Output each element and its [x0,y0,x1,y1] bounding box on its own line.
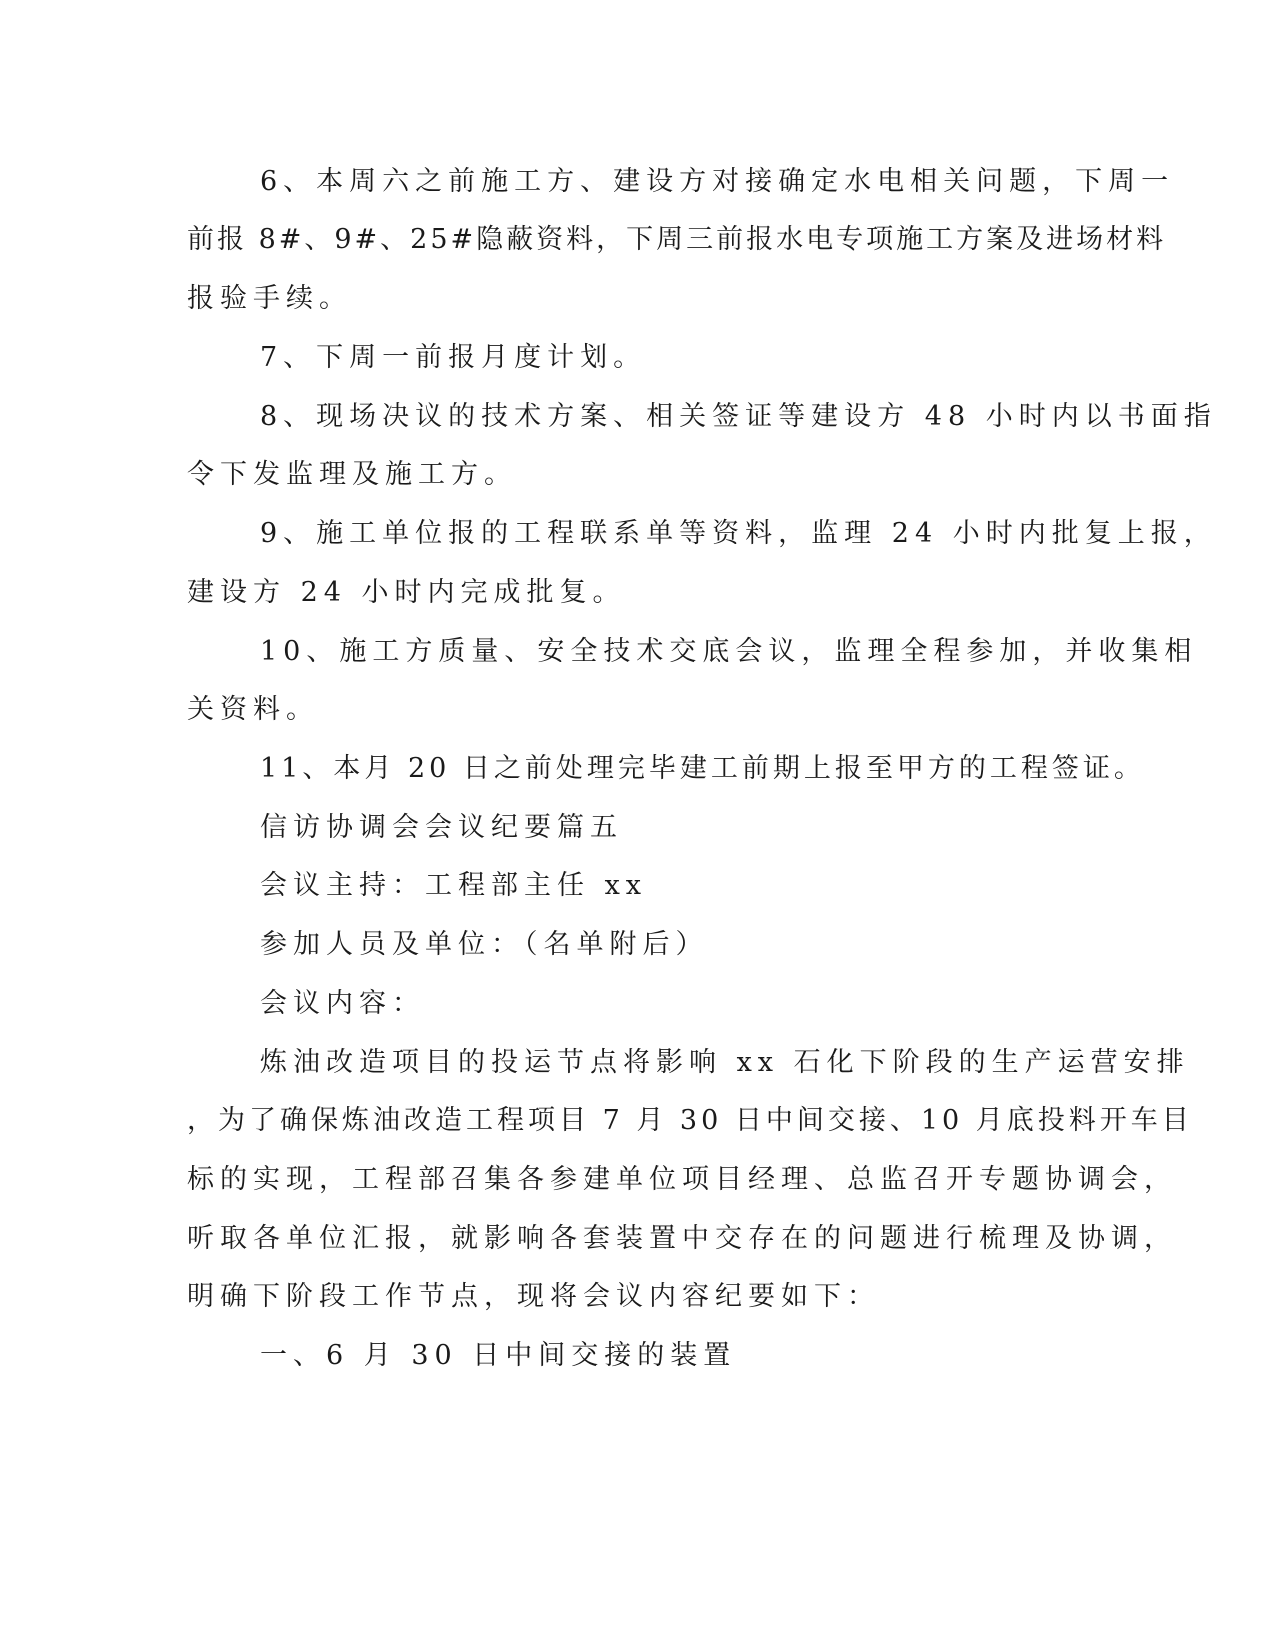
paragraph-line: 建设方 24 小时内完成批复。 [187,577,626,608]
paragraph-line: 标的实现，工程部召集各参建单位项目经理、总监召开专题协调会， [187,1164,1177,1195]
paragraph-line: 报验手续。 [187,283,352,314]
meeting-attendees: 参加人员及单位：（名单附后） [260,929,709,960]
section-heading: 信访协调会会议纪要篇五 [260,812,623,843]
section-subheading: 一、6 月 30 日中间交接的装置 [260,1340,737,1371]
meeting-host: 会议主持：工程部主任 xx [260,870,648,901]
paragraph-line: 8、现场决议的技术方案、相关签证等建设方 48 小时内以书面指 [260,401,1217,432]
paragraph-line: 6、本周六之前施工方、建设方对接确定水电相关问题，下周一 [260,166,1175,197]
meeting-content-label: 会议内容： [260,988,425,1019]
paragraph-line: 10、施工方质量、安全技术交底会议，监理全程参加，并收集相 [260,636,1198,667]
paragraph-line: 炼油改造项目的投运节点将影响 xx 石化下阶段的生产运营安排 [260,1047,1190,1078]
paragraph-line: 令下发监理及施工方。 [187,459,517,490]
paragraph-line: 前报 8#、9#、25#隐蔽资料，下周三前报水电专项施工方案及进场材料 [187,224,1167,255]
paragraph-line: 听取各单位汇报，就影响各套装置中交存在的问题进行梳理及协调， [187,1223,1177,1254]
paragraph-line: ，为了确保炼油改造工程项目 7 月 30 日中间交接、10 月底投料开车目 [187,1105,1193,1136]
paragraph-line: 7、下周一前报月度计划。 [260,342,647,373]
paragraph-line: 明确下阶段工作节点，现将会议内容纪要如下： [187,1281,880,1312]
paragraph-line: 9、施工单位报的工程联系单等资料，监理 24 小时内批复上报， [260,518,1217,549]
paragraph-line: 关资料。 [187,694,319,725]
paragraph-line: 11、本月 20 日之前处理完毕建工前期上报至甲方的工程签证。 [260,753,1145,784]
